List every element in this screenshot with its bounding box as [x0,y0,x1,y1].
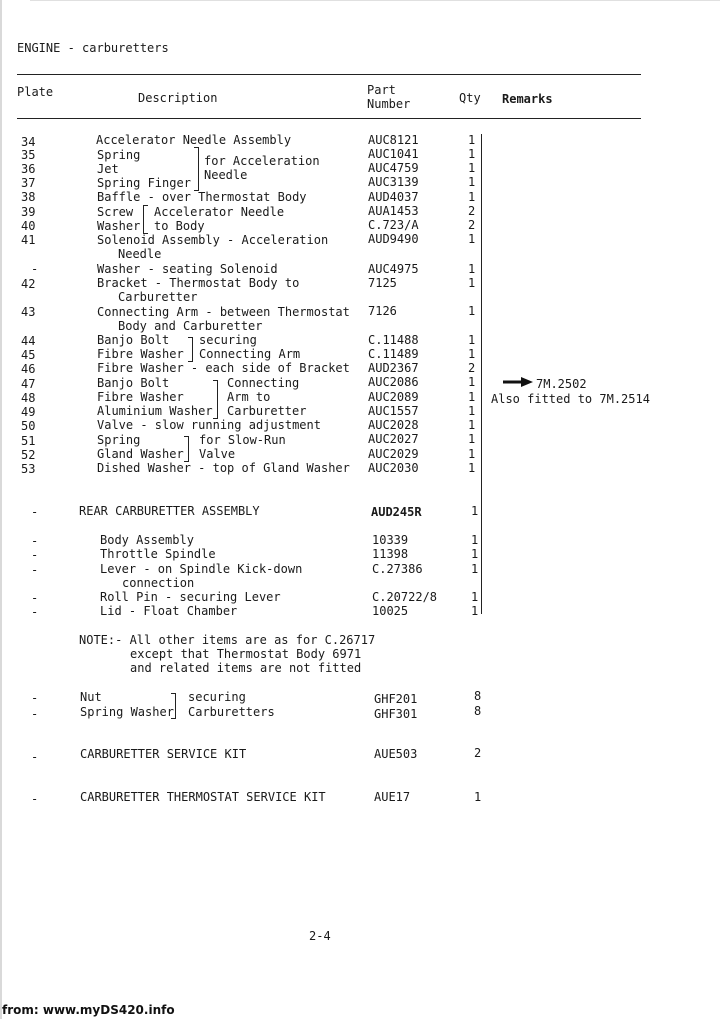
part-number: AUC4975 [368,262,419,276]
part-number: AUC2029 [368,447,419,461]
part-number: AUD9490 [368,232,419,246]
plate-number: - [31,534,39,548]
part-number: C.11489 [368,347,419,361]
item-description-cont: Body and Carburetter [118,319,263,333]
quantity: 1 [471,604,479,618]
part-number: GHF301 [374,707,418,721]
quantity: 1 [468,161,476,175]
plate-number: 53 [21,462,36,476]
header-rule-bottom [17,118,641,119]
group-brace [188,337,193,362]
plate-number: 47 [21,377,36,391]
plate-number: 34 [21,135,36,149]
arrow-right-icon [503,377,533,387]
part-number: AUC4759 [368,161,419,175]
item-description: Baffle - over Thermostat Body [97,190,307,204]
quantity: 1 [468,390,476,404]
item-description: Nut [80,690,102,704]
group-note: Valve [199,447,236,461]
col-plate-header: Plate [17,85,54,99]
group-note: to Body [154,219,205,233]
part-number: 10025 [372,604,409,618]
item-description: Banjo Bolt [97,376,170,390]
quantity: 1 [468,304,476,318]
part-number: AUC2030 [368,461,419,475]
plate-number: - [31,750,39,764]
plate-number: - [31,691,39,705]
page-number: 2-4 [309,929,331,943]
item-description: Fibre Washer [97,390,184,404]
quantity: 2 [468,361,476,375]
group-note: securing [188,690,246,704]
item-description: Valve - slow running adjustment [97,418,321,432]
part-number: 7126 [368,304,397,318]
plate-number: 35 [21,148,36,162]
col-remarks-header: Remarks [502,92,553,106]
item-description: Banjo Bolt [97,333,170,347]
item-description-cont: Needle [118,247,162,261]
quantity: 1 [468,333,476,347]
plate-number: 42 [21,277,36,291]
item-description: Spring [97,433,141,447]
plate-number: - [31,563,39,577]
part-number: AUC2089 [368,390,419,404]
quantity: 8 [474,689,482,703]
quantity: 1 [468,190,476,204]
item-description: Bracket - Thermostat Body to [97,276,300,290]
part-number: AUC1557 [368,404,419,418]
item-description: CARBURETTER SERVICE KIT [80,747,247,761]
item-description-cont: Carburetter [118,290,198,304]
group-note: Accelerator Needle [154,205,285,219]
part-number: AUE17 [374,790,411,804]
quantity: 1 [471,547,479,561]
item-description: Throttle Spindle [100,547,216,561]
item-description: Solenoid Assembly - Acceleration [97,233,329,247]
part-number: C.20722/8 [372,590,438,604]
item-description: CARBURETTER THERMOSTAT SERVICE KIT [80,790,326,804]
group-note: for Slow-Run [199,433,286,447]
group-note: Carburetters [188,705,275,719]
item-description: Screw [97,205,134,219]
header-rule-top [17,74,641,75]
quantity: 1 [468,262,476,276]
quantity: 1 [471,590,479,604]
quantity: 2 [468,218,476,232]
col-description-header: Description [138,91,218,105]
group-note: Arm to [227,390,271,404]
note-line: and related items are not fitted [130,661,362,675]
item-description: Spring [97,148,141,162]
col-part-header-2: Number [367,97,411,111]
part-number: C.11488 [368,333,419,347]
qty-column-rule [481,134,482,614]
source-watermark: from: www.myDS420.info [2,1003,175,1017]
group-note: Connecting Arm [199,347,301,361]
group-brace [184,436,189,462]
item-description: Dished Washer - top of Gland Washer [97,461,350,475]
quantity: 1 [468,375,476,389]
plate-number: 50 [21,419,36,433]
quantity: 1 [468,404,476,418]
item-description: Connecting Arm - between Thermostat [97,305,350,319]
quantity: 1 [468,147,476,161]
plate-number: - [31,262,39,276]
part-number: AUC2028 [368,418,419,432]
page-edge [0,0,2,1019]
item-description: Spring Finger [97,176,191,190]
part-number: C.723/A [368,218,419,232]
section-heading: REAR CARBURETTER ASSEMBLY [79,504,260,518]
item-description: Gland Washer [97,447,184,461]
quantity: 1 [468,232,476,246]
group-brace [171,693,176,719]
item-description: Lid - Float Chamber [100,604,238,618]
part-number: AUC2086 [368,375,419,389]
item-description: Washer [97,219,141,233]
quantity: 1 [468,133,476,147]
plate-number: 37 [21,176,36,190]
item-description-cont: connection [122,576,195,590]
quantity: 1 [471,504,479,518]
plate-number: 52 [21,448,36,462]
part-number: AUC3139 [368,175,419,189]
quantity: 1 [468,447,476,461]
quantity: 1 [471,533,479,547]
item-description: Jet [97,162,119,176]
item-description: Aluminium Washer [97,404,213,418]
plate-number: 38 [21,190,36,204]
remark-text: Also fitted to 7M.2514 [491,392,650,406]
group-note: Carburetter [227,404,307,418]
plate-number: - [31,505,39,519]
part-number: C.27386 [372,562,423,576]
quantity: 1 [468,461,476,475]
part-number: GHF201 [374,692,418,706]
plate-number: 41 [21,233,36,247]
part-number: AUD245R [371,505,422,519]
plate-number: 40 [21,219,36,233]
plate-number: - [31,548,39,562]
group-brace [143,205,148,234]
note-line: NOTE:- All other items are as for C.26717 [79,633,376,647]
group-note: for Acceleration [204,154,320,168]
item-description: Roll Pin - securing Lever [100,590,281,604]
group-brace [213,380,218,419]
part-number: AUC2027 [368,432,419,446]
plate-number: 49 [21,405,36,419]
plate-number: 45 [21,348,36,362]
item-description: Washer - seating Solenoid [97,262,278,276]
quantity: 1 [468,276,476,290]
col-qty-header: Qty [459,91,481,105]
item-description: Accelerator Needle Assembly [96,133,292,147]
quantity: 2 [474,746,482,760]
part-number: AUD2367 [368,361,419,375]
quantity: 2 [468,204,476,218]
quantity: 1 [474,790,482,804]
plate-number: - [31,605,39,619]
quantity: 1 [468,432,476,446]
quantity: 1 [468,347,476,361]
quantity: 1 [471,562,479,576]
plate-number: 46 [21,362,36,376]
col-part-header-1: Part [367,83,396,97]
part-number: 7125 [368,276,397,290]
group-note: Needle [204,168,248,182]
item-description: Lever - on Spindle Kick-down [100,562,303,576]
plate-number: - [31,591,39,605]
note-line: except that Thermostat Body 6971 [130,647,362,661]
plate-number: 51 [21,434,36,448]
part-number: AUC8121 [368,133,419,147]
part-number: 11398 [372,547,409,561]
item-description: Spring Washer [80,705,174,719]
part-number: AUC1041 [368,147,419,161]
part-number: AUD4037 [368,190,419,204]
quantity: 8 [474,704,482,718]
group-note: securing [199,333,257,347]
page-edge-top [30,0,720,1]
remark-text: 7M.2502 [536,377,587,391]
group-brace [194,147,199,191]
part-number: 10339 [372,533,409,547]
plate-number: - [31,707,39,721]
quantity: 1 [468,175,476,189]
quantity: 1 [468,418,476,432]
item-description: Body Assembly [100,533,194,547]
item-description: Fibre Washer - each side of Bracket [97,361,350,375]
part-number: AUA1453 [368,204,419,218]
plate-number: 48 [21,391,36,405]
part-number: AUE503 [374,747,418,761]
plate-number: 43 [21,305,36,319]
plate-number: 39 [21,205,36,219]
item-description: Fibre Washer [97,347,184,361]
plate-number: 36 [21,162,36,176]
group-note: Connecting [227,376,300,390]
plate-number: - [31,792,39,806]
plate-number: 44 [21,334,36,348]
page-title: ENGINE - carburetters [17,41,169,55]
